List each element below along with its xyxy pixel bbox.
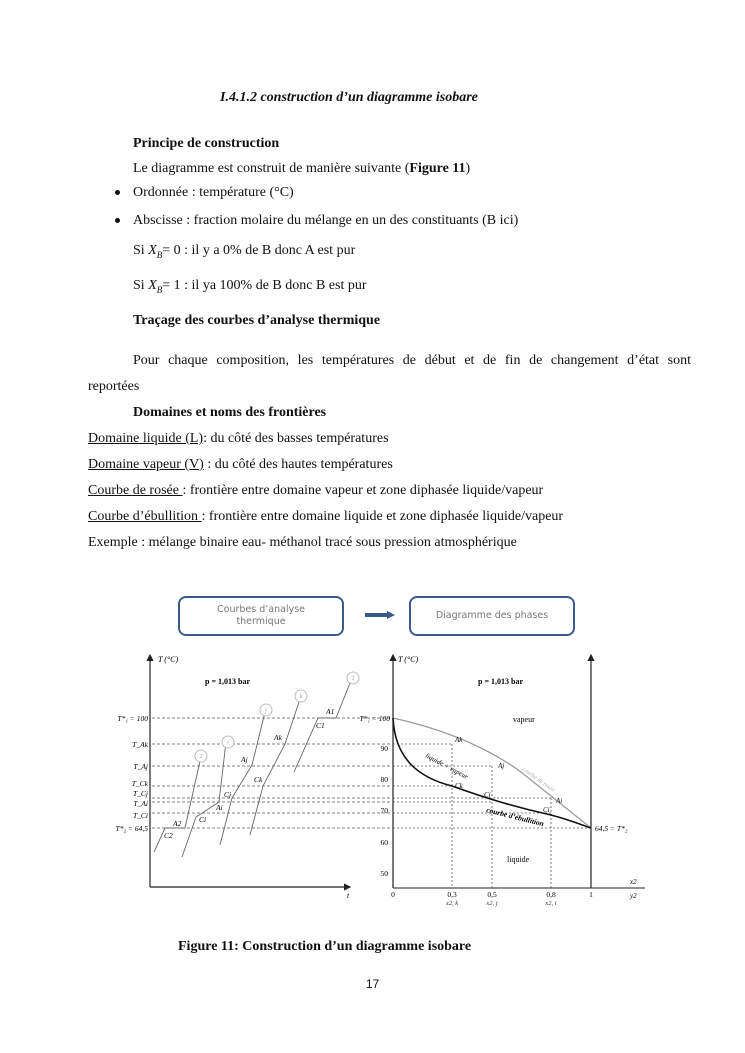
- term: Courbe d’ébullition: [88, 509, 202, 524]
- left-y-axis-label: T (°C): [158, 655, 179, 664]
- tick-60: 60: [380, 838, 388, 847]
- pt-ck: Ck: [254, 775, 263, 784]
- tracage-paragraph-line2: reportées: [88, 379, 140, 394]
- desc: : frontière entre domaine vapeur et zone diphasée liquide/vapeur: [182, 483, 544, 498]
- pt-cj: Cj: [224, 790, 232, 799]
- rpt-cj: Cj: [484, 791, 491, 799]
- rpt-ak: Ak: [455, 736, 463, 744]
- case-var: X: [148, 243, 157, 258]
- x-axis-label-x2: x2: [630, 878, 637, 886]
- y-label-t1: T*₁ = 100: [117, 714, 148, 723]
- pt-a1: A1: [326, 707, 335, 716]
- box-line2: thermique: [236, 616, 286, 627]
- desc: : du côté des hautes températures: [203, 457, 393, 472]
- y-label-tci: T_Ci: [132, 811, 148, 820]
- cooling-curves: [154, 678, 352, 857]
- right-dashed-guides: [393, 744, 591, 888]
- xtick-05: 0,5: [487, 890, 497, 899]
- term: Domaine liquide (L): [88, 431, 204, 446]
- right-y-ticks: [381, 744, 389, 878]
- right-x-sublabels: [445, 900, 557, 907]
- bullet-abscisse: Abscisse : fraction molaire du mélange en un des constituants (B ici): [133, 213, 519, 228]
- y-label-taj: T_Aj: [133, 762, 148, 771]
- left-panel-thermal-curves: [116, 655, 392, 900]
- y-label-t2: T*₂ = 64,5: [115, 824, 148, 833]
- region-vapeur: vapeur: [513, 715, 535, 724]
- curve-id-j: j: [265, 708, 267, 714]
- label-t2-645: 64,5 = T*₂: [595, 824, 628, 833]
- pt-ai: Ai: [216, 803, 223, 812]
- curve-id-k: k: [299, 694, 303, 700]
- tracage-title: Traçage des courbes d’analyse thermique: [133, 313, 381, 328]
- bullet-ordonnee: Ordonnée : température (°C): [133, 185, 294, 200]
- figure-reference: Figure 11: [409, 161, 466, 176]
- curve-id-1: 1: [351, 676, 355, 682]
- right-pressure-label: p = 1,013 bar: [478, 677, 524, 686]
- case-suffix: = 0 : il y a 0% de B donc A est pur: [162, 243, 356, 258]
- intro-suffix: ): [465, 161, 471, 176]
- left-point-labels: [164, 707, 334, 840]
- case-suffix: = 1 : il ya 100% de B donc B est pur: [162, 278, 367, 293]
- cooling-curve-k: [250, 696, 301, 835]
- term: Courbe de rosée: [88, 483, 183, 498]
- left-y-labels: [116, 714, 149, 833]
- label-courbe-rosee: courbe de rosée: [520, 766, 556, 794]
- right-y-axis-label: T (°C): [398, 655, 419, 664]
- curve-id-i: i: [227, 740, 229, 746]
- curve-id-2: 2: [199, 754, 203, 760]
- case-sub: B: [156, 284, 163, 295]
- left-pressure-label: p = 1,013 bar: [205, 677, 251, 686]
- case-sub: B: [156, 249, 163, 260]
- case-prefix: Si: [133, 243, 149, 258]
- xtick-03: 0,3: [447, 890, 457, 899]
- example-text: Exemple : mélange binaire eau- méthanol tracé sous pression atmosphérique: [88, 535, 517, 550]
- xsub-j: x2, j: [486, 900, 498, 907]
- cooling-curve-2: [154, 761, 200, 852]
- pt-a2: A2: [173, 819, 182, 828]
- region-liquide: liquide: [507, 855, 530, 864]
- region-liquide-vapeur: liquide + vapeur: [424, 751, 470, 781]
- pt-ci: Ci: [199, 815, 207, 824]
- y-label-tai: T_Ai: [133, 799, 148, 808]
- rpt-ci: Ci: [543, 806, 550, 814]
- pt-c1: C1: [316, 721, 325, 730]
- tick-80: 80: [380, 775, 388, 784]
- y-label-tak: T_Ak: [132, 740, 148, 749]
- desc: : frontière entre domaine liquide et zone diphasée liquide/vapeur: [201, 509, 564, 524]
- rpt-ai: Ai: [556, 797, 563, 805]
- xtick-0: 0: [391, 890, 395, 899]
- figure-caption: Figure 11: Construction d’un diagramme isobare: [178, 939, 472, 954]
- label-t1-100: T*₁ = 100: [359, 714, 390, 723]
- case-prefix: Si: [133, 278, 149, 293]
- label-courbe-ebullition: courbe d’ébullition: [485, 805, 545, 829]
- xtick-08: 0,8: [546, 890, 556, 899]
- box-line1: Courbes d’analyse: [217, 604, 305, 615]
- rpt-ck: Ck: [455, 782, 463, 790]
- y-label-tcj: T_Cj: [132, 789, 148, 798]
- domaines-title: Domaines et noms des frontières: [133, 405, 327, 420]
- xsub-i: x2, i: [545, 900, 557, 907]
- principe-title: Principe de construction: [133, 136, 280, 151]
- left-dashed-guides: [152, 718, 392, 828]
- left-x-axis-label: t: [347, 891, 350, 900]
- pt-aj: Aj: [241, 755, 248, 764]
- xtick-1: 1: [589, 890, 593, 899]
- rpt-aj: Aj: [498, 762, 505, 770]
- pt-ak: Ak: [274, 733, 282, 742]
- tick-90: 90: [380, 744, 388, 753]
- right-x-ticks: [391, 890, 593, 899]
- xsub-k: x2, k: [445, 900, 459, 907]
- term: Domaine vapeur (V): [88, 457, 204, 472]
- desc: : du côté des basses températures: [203, 431, 389, 446]
- box-text: Diagramme des phases: [435, 610, 549, 621]
- tracage-paragraph-line1: Pour chaque composition, les températures de début et de fin de changement d’état sont: [133, 353, 691, 368]
- tick-70: 70: [380, 806, 388, 815]
- pt-c2: C2: [164, 831, 173, 840]
- intro-text: Le diagramme est construit de manière suivante (: [133, 161, 410, 176]
- tick-50: 50: [380, 869, 388, 878]
- section-heading: I.4.1.2 construction d’un diagramme isobare: [220, 90, 478, 105]
- case-var: X: [148, 278, 157, 293]
- right-panel-phase-diagram: [359, 655, 645, 907]
- y-label-tck: T_Ck: [131, 779, 148, 788]
- page-number: 17: [365, 977, 380, 991]
- x-axis-label-y2: y2: [630, 892, 637, 900]
